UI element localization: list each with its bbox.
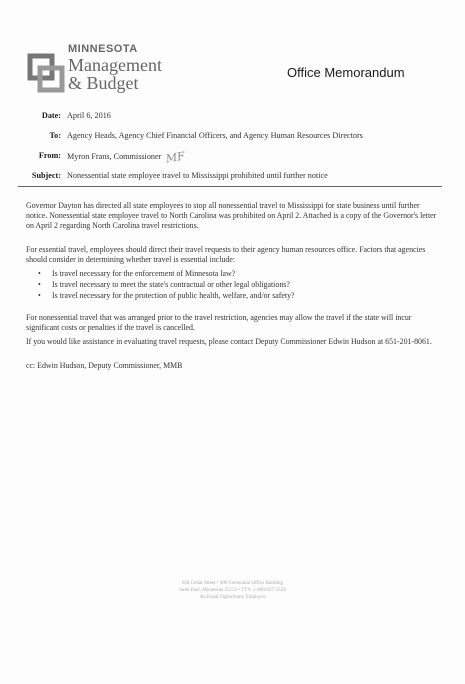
list-item: • Is travel necessary to meet the state's contractual or other legal obligations? [38, 280, 438, 291]
date-value: April 6, 2016 [67, 111, 111, 120]
list-item: • Is travel necessary for the enforcement of Minnesota law? [38, 269, 438, 280]
footer-address [0, 580, 465, 601]
mmb-logo-mark-icon [26, 44, 66, 96]
essential-travel-factors-list [38, 269, 438, 301]
subject-value: Nonessential state employee travel to Mississippi prohibited until further notice [67, 171, 328, 180]
from-value: Myron Frans, Commissioner [67, 152, 162, 161]
logo-line-management: Management [68, 55, 162, 75]
from-value-group [67, 149, 187, 166]
footer-line-1: 658 Cedar Street • 400 Centennial Office Building [182, 581, 283, 586]
to-label: To: [49, 131, 61, 140]
from-label: From: [38, 151, 61, 160]
logo-line-budget: & Budget [68, 73, 139, 93]
footer-line-2: Saint Paul, Minnesota 55155 • TTY: 1-800-627-3529 [179, 588, 286, 593]
body-paragraph-1: Governor Dayton has directed all state employees to stop all nonessential travel to Mississippi for state business until further notice. Nonessential state employee travel to North Carolina was prohibited on April 2. Attached is a copy of the Governor's letter on April 2 regarding North Carolina travel restrictions. [26, 201, 437, 231]
subject-label: Subject: [31, 171, 61, 180]
body-paragraph-2: For essential travel, employees should direct their travel requests to their agency human resources office. Factors that agencies should consider in determining whether travel is essential include: [26, 245, 426, 265]
logo-line-minnesota: MINNESOTA [68, 43, 138, 55]
header-divider [18, 186, 442, 187]
list-item: • Is travel necessary for the protection of public health, welfare, and/or safety? [38, 291, 438, 302]
mmb-logo-text [68, 44, 162, 92]
date-label: Date: [41, 111, 61, 120]
to-value: Agency Heads, Agency Chief Financial Officers, and Agency Human Resources Directors [67, 131, 363, 140]
mmb-logo [26, 44, 176, 96]
body-paragraph-3: For nonessential travel that was arranged prior to the travel restriction, agencies may allow the travel if the state will incur significant costs or penalties if the travel is cancelled. [26, 313, 412, 333]
footer-line-3: An Equal Opportunity Employer [199, 595, 266, 600]
body-paragraph-4: If you would like assistance in evaluating travel requests, please contact Deputy Commissioner Edwin Hudson at 651-201-8061. [26, 337, 432, 346]
memo-title: Office Memorandum [287, 65, 405, 80]
cc-line: cc: Edwin Hudson, Deputy Commissioner, MMB [26, 361, 183, 370]
commissioner-initials-signature: MF [165, 149, 187, 166]
